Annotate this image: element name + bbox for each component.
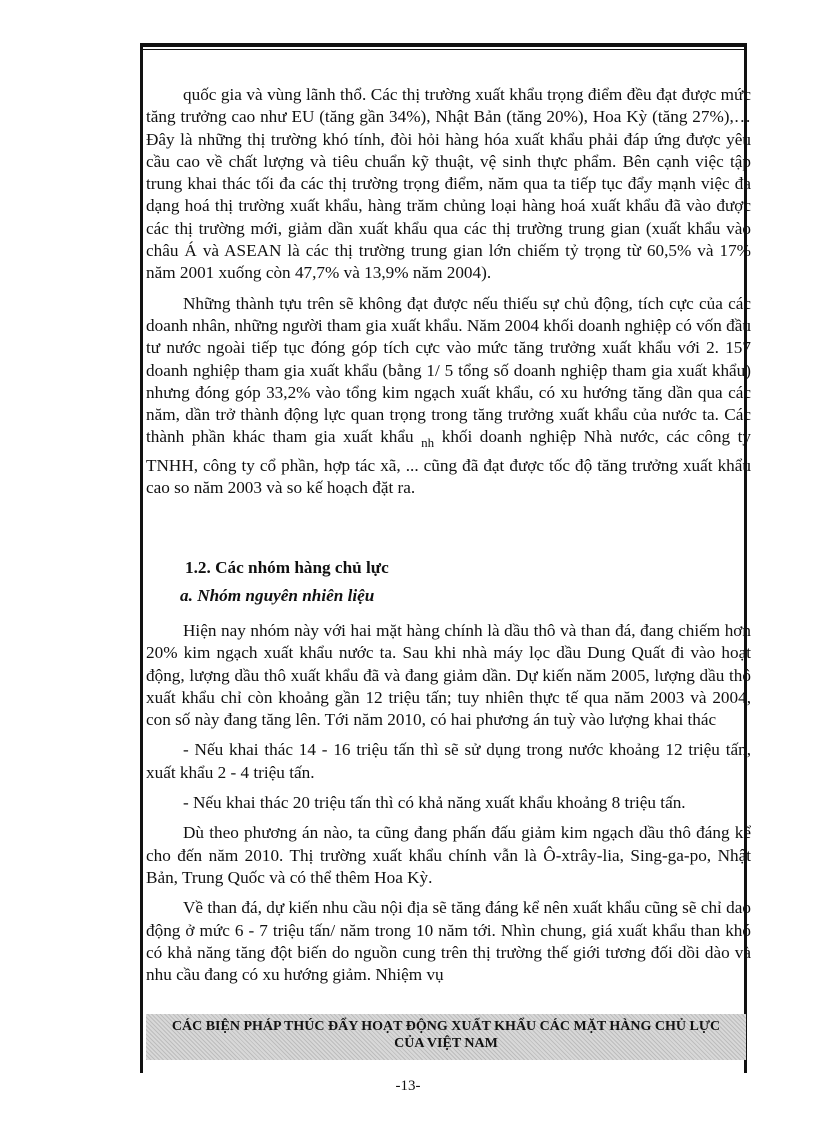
section-subheading: a. Nhóm nguyên nhiên liệu (180, 586, 375, 605)
paragraph-2-subscript: nh (421, 435, 435, 451)
footer-line-1: CÁC BIỆN PHÁP THÚC ĐẨY HOẠT ĐỘNG XUẤT KHẨU CÁC MẶT HÀNG CHỦ LỰC (171, 1019, 721, 1034)
paragraph-6: Dù theo phương án nào, ta cũng đang phấn đấu giảm kim ngạch dầu thô đáng kể cho đến năm 2010. Thị trường xuất khẩu chính vẫn là Ô-xtrây-lia, Sing-ga-po, Nhật Bản, Trung Quốc và có thể thêm Hoa Kỳ. (146, 823, 751, 887)
paragraph-2 (146, 293, 751, 500)
paragraph-4: - Nếu khai thác 14 - 16 triệu tấn thì sẽ sử dụng trong nước khoảng 12 triệu tấn, xuất khẩu 2 - 4 triệu tấn. (146, 740, 751, 782)
body-text-top (146, 84, 751, 499)
paragraph-5: - Nếu khai thác 20 triệu tấn thì có khả năng xuất khẩu khoảng 8 triệu tấn. (183, 793, 686, 813)
footer-line-2: CỦA VIỆT NAM (394, 1036, 498, 1051)
section-heading: 1.2. Các nhóm hàng chủ lực (185, 558, 389, 577)
paragraph-7: Về than đá, dự kiến nhu cầu nội địa sẽ tăng đáng kể nên xuất khẩu cũng sẽ chỉ dao động ở mức 6 - 7 triệu tấn/ năm trong 10 năm tới. Nhìn chung, giá xuất khẩu than khó có khả năng tăng đột biến do nguồn cung trên thị trường thế giới tương đối dồi dào và nhu cầu đang có xu hướng giảm. Nhiệm vụ (146, 898, 751, 985)
footer-banner (146, 1014, 746, 1060)
paragraph-2-tail: khối doanh nghiệp Nhà nước, các công ty TNHH, công ty cổ phần, hợp tác xã, ... cũng đã đạt được tốc độ tăng trưởng xuất khẩu cao so năm 2003 và so kế hoạch đặt ra. (146, 427, 752, 498)
page-border-top-inner (140, 49, 746, 50)
paragraph-3: Hiện nay nhóm này với hai mặt hàng chính là dầu thô và than đá, đang chiếm hơn 20% kim ngạch xuất khẩu nước ta. Sau khi nhà máy lọc dầu Dung Quất đi vào hoạt động, lượng dầu thô xuất khẩu đã và đang giảm dần. Dự kiến năm 2005, lượng dầu thô xuất khẩu chỉ còn khoảng gần 12 triệu tấn; tuy nhiên thực tế qua năm 2003 và 2004, con số này đang tăng lên. Tới năm 2010, có hai phương án tuỳ vào lượng khai thác (146, 621, 751, 730)
paragraph-2-text: Những thành tựu trên sẽ không đạt được nếu thiếu sự chủ động, tích cực của các doanh nhân, những người tham gia xuất khẩu. Năm 2004 khối doanh nghiệp có vốn đầu tư nước ngoài tiếp tục đóng góp tích cực vào mức tăng trưởng xuất khẩu với 2. 157 doanh nghiệp tham gia xuất khẩu (bằng 1/ 5 tổng số doanh nghiệp tham gia xuất khẩu) nhưng đóng góp 33,2% vào tổng kim ngạch xuất khẩu, có xu hướng tăng dần qua các năm, dần trở thành động lực quan trọng trong tăng trưởng xuất khẩu của nước ta. Các thành phần khác tham gia xuất khẩu (146, 293, 751, 447)
page-border-left (140, 43, 143, 1073)
paragraph-1: quốc gia và vùng lãnh thổ. Các thị trường xuất khẩu trọng điểm đều đạt được mức tăng trưởng cao như EU (tăng gần 34%), Nhật Bản (tăng 20%), Hoa Kỳ (tăng 27%),…Đây là những thị trường khó tính, đòi hỏi hàng hóa xuất khẩu phải đáp ứng được yêu cầu cao về chất lượng và tiêu chuẩn kỹ thuật, vệ sinh thực phẩm. Bên cạnh việc tập trung khai thác tối đa các thị trường trọng điểm, năm qua ta tiếp tục đẩy mạnh việc đa dạng hoá thị trường xuất khẩu, hàng trăm chủng loại hàng hoá xuất khẩu đã vào được các thị trường mới, giảm dần xuất khẩu qua các thị trường trung gian (xuất khẩu vào châu Á và ASEAN là các thị trường trung gian lớn chiếm tỷ trọng từ 60,5% và 17% năm 2001 xuống còn 47,7% và 13,9% năm 2004). (146, 85, 751, 283)
page-number: -13- (395, 1078, 421, 1094)
page-border-top (140, 43, 746, 47)
body-text-bottom (146, 620, 751, 994)
